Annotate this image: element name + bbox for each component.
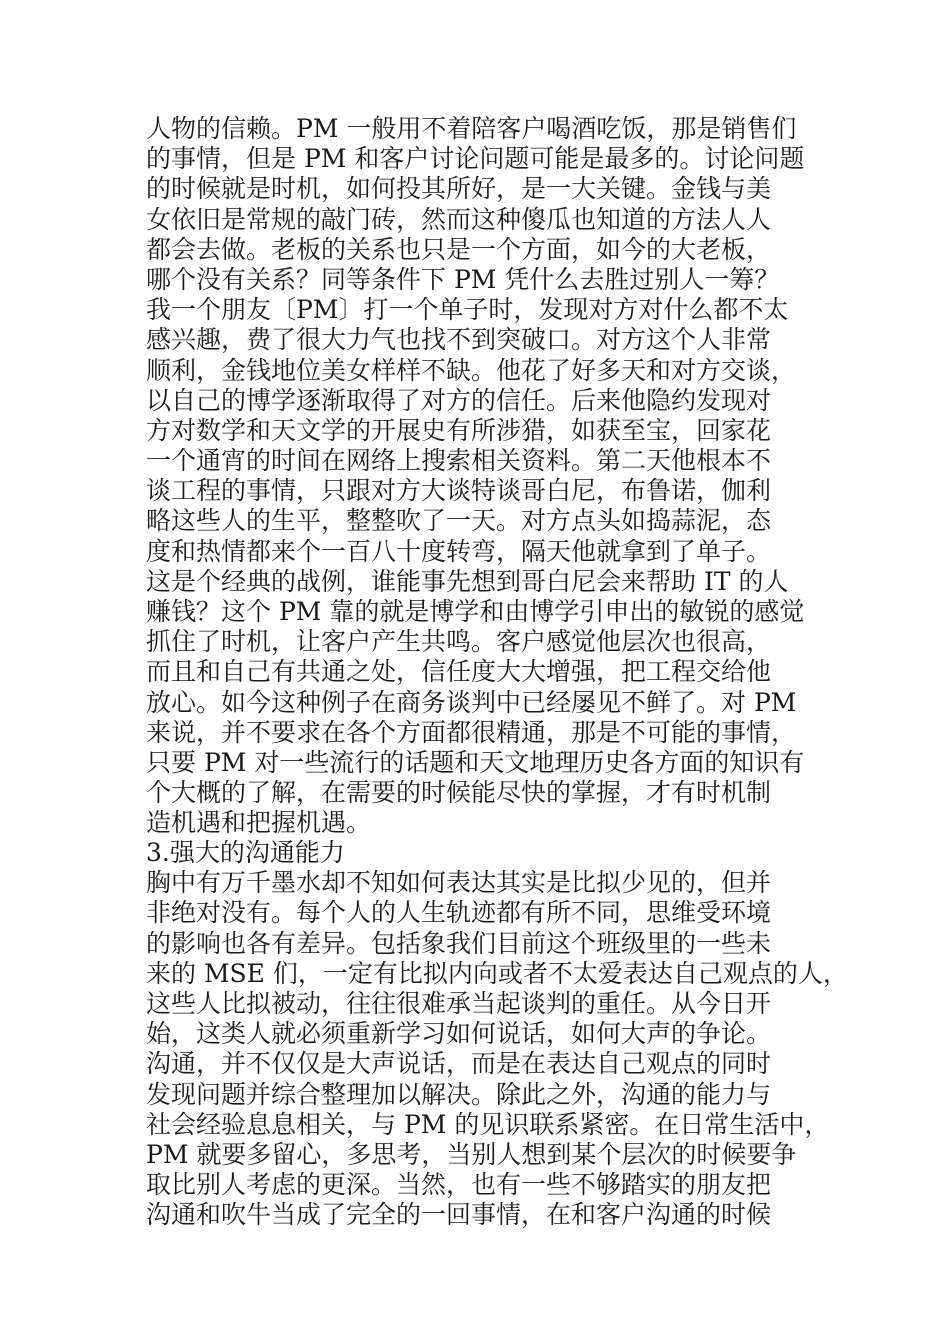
text-line: 略这些人的生平，整整吹了一天。对方点头如捣蒜泥，态 xyxy=(146,506,772,536)
text-line: 这些人比拟被动，往往很难承当起谈判的重任。从今日开 xyxy=(146,988,772,1018)
text-line: 赚钱？这个 PM 靠的就是博学和由博学引申出的敏锐的感觉 xyxy=(146,597,805,626)
text-line: 而且和自己有共通之处，信任度大大增强，把工程交给他 xyxy=(146,657,772,687)
text-line: 方对数学和天文学的开展史有所涉猎，如获至宝，回家花 xyxy=(146,415,772,445)
text-line: 都会去做。老板的关系也只是一个方面，如今的大老板， xyxy=(146,234,772,264)
text-line: 造机遇和把握机遇。 xyxy=(146,808,372,838)
text-line: 来说，并不要求在各个方面都很精通，那是不可能的事情， xyxy=(146,717,797,747)
text-line: 始，这类人就必须重新学习如何说话，如何大声的争论。 xyxy=(146,1019,772,1049)
text-line: 我一个朋友〔PM〕打一个单子时，发现对方对什么都不太 xyxy=(146,295,789,325)
text-line: 社会经验息息相关，与 PM 的见识联系紧密。在日常生活中， xyxy=(146,1109,830,1139)
text-line: 人物的信赖。PM 一般用不着陪客户喝酒吃饭，那是销售们 xyxy=(146,114,797,143)
text-line: 抓住了时机，让客户产生共鸣。客户感觉他层次也很高， xyxy=(146,627,772,657)
text-line: 的影响也各有差异。包括象我们目前这个班级里的一些未 xyxy=(146,928,772,958)
text-line: 非绝对没有。每个人的人生轨迹都有所不同，思维受环境 xyxy=(146,898,772,928)
text-line: 谈工程的事情，只跟对方大谈特谈哥白尼，布鲁诺，伽利 xyxy=(146,476,772,506)
text-line: 以自己的博学逐渐取得了对方的信任。后来他隐约发现对 xyxy=(146,385,772,415)
text-line: 顺利，金钱地位美女样样不缺。他花了好多天和对方交谈， xyxy=(146,355,797,385)
section-3-heading: 3.强大的沟通能力 xyxy=(146,838,345,867)
section-3-body xyxy=(146,868,848,1230)
text-line: 女依旧是常规的敲门砖，然而这种傻瓜也知道的方法人人 xyxy=(146,204,772,234)
text-line: 胸中有万千墨水却不知如何表达其实是比拟少见的，但并 xyxy=(146,868,772,898)
text-line: 感兴趣，费了很大力气也找不到突破口。对方这个人非常 xyxy=(146,325,772,355)
text-line: 沟通，并不仅仅是大声说话，而是在表达自己观点的同时 xyxy=(146,1049,772,1079)
text-line: 沟通和吹牛当成了完全的一回事情，在和客户沟通的时候 xyxy=(146,1200,772,1230)
text-line: 发现问题并综合整理加以解决。除此之外，沟通的能力与 xyxy=(146,1079,772,1109)
text-line: 个大概的了解，在需要的时候能尽快的掌握，才有时机制 xyxy=(146,778,772,808)
text-line: 哪个没有关系？同等条件下 PM 凭什么去胜过别人一筹？ xyxy=(146,264,780,294)
text-line: 的时候就是时机，如何投其所好，是一大关键。金钱与美 xyxy=(146,174,772,204)
text-line: 只要 PM 对一些流行的话题和天文地理历史各方面的知识有 xyxy=(146,747,805,777)
text-line: 一个通宵的时间在网络上搜索相关资料。第二天他根本不 xyxy=(146,446,772,476)
text-line: 这是个经典的战例，谁能事先想到哥白尼会来帮助 IT 的人 xyxy=(146,566,789,596)
text-line: 取比别人考虑的更深。当然，也有一些不够踏实的朋友把 xyxy=(146,1170,772,1200)
text-line: 度和热情都来个一百八十度转弯，隔天他就拿到了单子。 xyxy=(146,536,772,566)
text-line: 放心。如今这种例子在商务谈判中已经屡见不鲜了。对 PM xyxy=(146,687,797,717)
text-line: 的事情，但是 PM 和客户讨论问题可能是最多的。讨论问题 xyxy=(146,144,805,174)
text-line: 来的 MSE 们，一定有比拟内向或者不太爱表达自己观点的人， xyxy=(146,958,848,988)
paragraph-1 xyxy=(146,114,806,839)
section-3 xyxy=(146,838,848,1230)
text-line: PM 就要多留心，多思考，当别人想到某个层次的时候要争 xyxy=(146,1139,797,1169)
